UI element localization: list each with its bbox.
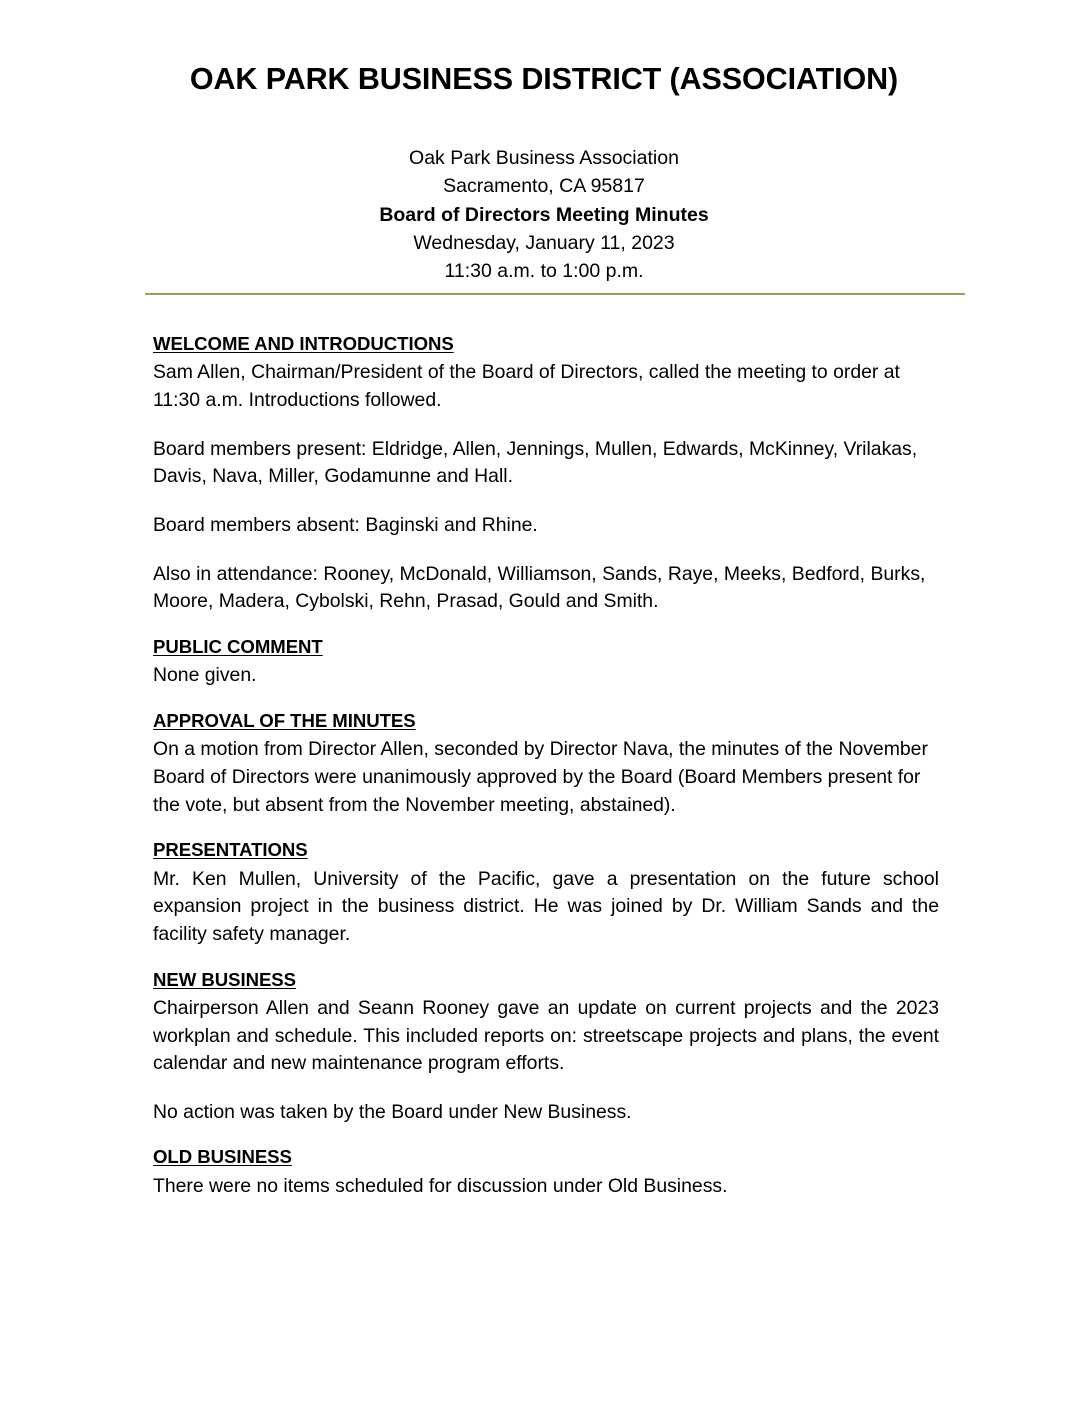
section-heading: PUBLIC COMMENT xyxy=(153,635,323,657)
section-heading: OLD BUSINESS xyxy=(153,1146,292,1168)
document-type: Board of Directors Meeting Minutes xyxy=(379,203,709,226)
section-approval-of-the-minutes xyxy=(153,708,939,819)
section-paragraph: Also in attendance: Rooney, McDonald, Williamson, Sands, Raye, Meeks, Bedford, Burks, Moore, Madera, Cybolski, Rehn, Prasad, Gould and Smith. xyxy=(153,562,926,613)
section-paragraph: Chairperson Allen and Seann Rooney gave an update on current projects and the 2023 workplan and schedule. This included reports on: streetscape projects and plans, the event calendar and new maintenance program efforts. xyxy=(153,996,939,1075)
section-heading: NEW BUSINESS xyxy=(153,968,297,990)
section-heading: PRESENTATIONS xyxy=(153,839,308,861)
section-paragraph: Mr. Ken Mullen, University of the Pacific, gave a presentation on the future school expansion project in the business district. He was joined by Dr. William Sands and the facility safety manager. xyxy=(153,867,939,945)
city-state-zip: Sacramento, CA 95817 xyxy=(443,175,645,198)
section-paragraph: Board members absent: Baginski and Rhine. xyxy=(153,513,538,536)
section-heading: WELCOME AND INTRODUCTIONS xyxy=(153,333,454,354)
section-paragraph: Sam Allen, Chairman/President of the Board of Directors, called the meeting to order at 11:30 a.m. Introductions followed. xyxy=(153,361,900,412)
meeting-date: Wednesday, January 11, 2023 xyxy=(413,232,675,255)
header-divider-rule xyxy=(145,293,965,295)
section-public-comment xyxy=(153,634,939,690)
section-old-business xyxy=(153,1144,939,1200)
section-paragraph: On a motion from Director Allen, seconded by Director Nava, the minutes of the November Board of Directors were unanimously approved by the Board (Board Members present for the vote, but absent from the November meeting, abstained). xyxy=(153,738,928,816)
meeting-header-block xyxy=(0,98,1088,286)
page-title: OAK PARK BUSINESS DISTRICT (ASSOCIATION) xyxy=(189,62,899,96)
section-paragraph: None given. xyxy=(153,664,257,687)
section-paragraph: No action was taken by the Board under New Business. xyxy=(153,1100,632,1123)
section-heading: APPROVAL OF THE MINUTES xyxy=(153,709,416,731)
section-welcome-and-introductions xyxy=(153,331,939,616)
meeting-time: 11:30 a.m. to 1:00 p.m. xyxy=(444,260,644,283)
section-paragraph: Board members present: Eldridge, Allen, Jennings, Mullen, Edwards, McKinney, Vrilakas, Davis, Nava, Miller, Godamunne and Hall. xyxy=(153,437,918,488)
organization-name: Oak Park Business Association xyxy=(409,146,679,169)
section-new-business xyxy=(153,967,939,1127)
section-presentations xyxy=(153,837,939,948)
section-paragraph: There were no items scheduled for discussion under Old Business. xyxy=(153,1174,728,1197)
minutes-body xyxy=(153,331,939,1219)
